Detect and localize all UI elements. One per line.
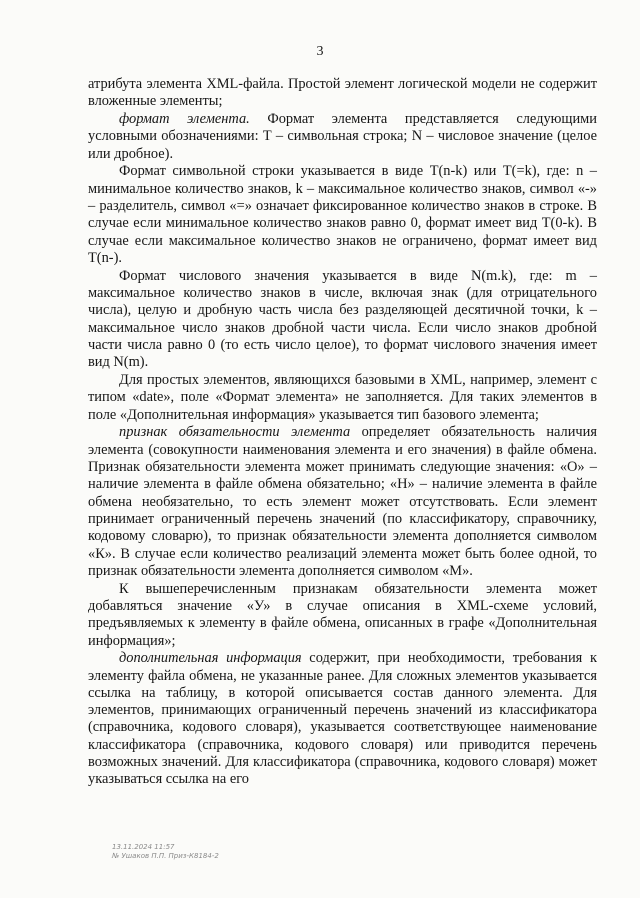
footer-document-id: № Ушаков П.П. Приз-К8184-2 [112,852,219,860]
paragraph-text: атрибута элемента XML-файла. Простой элемент логической модели не содержит вложенные элементы; [88,76,597,110]
body-text [88,76,597,789]
page-number: 3 [316,44,324,59]
paragraph-term: формат элемента. [119,111,250,128]
paragraph-term: дополнительная информация [119,650,302,667]
paragraph [88,111,597,163]
paragraph [88,163,597,267]
footer-timestamp: 13.11.2024 11:57 [112,843,175,851]
paragraph [88,650,597,788]
paragraph-text: Формат числового значения указывается в виде N(m.k), где: m – максимальное количество знаков в числе, включая знак (для отрицательного числа), целую и дробную часть числа без разделяющей десятичной точки, k – максимальное число знаков дробной части числа. Если число знаков дробной части числа равно 0 (то есть число целое), то формат числового значения имеет вид N(m). [88,267,597,371]
paragraph-text: содержит, при необходимости, требования к элементу файла обмена, не указанные ранее. Для сложных элементов указывается ссылка на таблицу, в которой описывается состав данного элемента. Для элементов, принимающих ограниченный перечень значений из классификатора (справочника, кодового словаря), указывается соответствующее наименование классификатора (справочника, кодового словаря) или приводится перечень возможных значений. Для классификатора (справочника, кодового словаря) может указываться ссылка на его [88,650,597,788]
paragraph [88,268,597,372]
paragraph-text: Формат элемента представляется следующими условными обозначениями: Т – символьная строка; N – числовое значение (целое или дробное). [88,111,597,162]
paragraph-term: признак обязательности элемента [119,424,351,441]
paragraph [88,76,597,111]
paragraph [88,581,597,650]
paragraph-text: определяет обязательность наличия элемента (совокупности наименования элемента и его значения) в файле обмена. Признак обязательности элемента может принимать следующие значения: «О» – наличие элемента в файле обмена обязательно; «Н» – наличие элемента в файле обмена необязательно, то есть элемент может отсутствовать. Если элемент принимает ограниченный перечень значений (по классификатору, справочнику, кодовому словарю), то признак обязательности элемента дополняется символом «К». В случае если количество реализаций элемента может быть более одной, то признак обязательности элемента дополняется символом «М». [88,424,597,579]
footer-stamp [112,843,219,861]
paragraph-text: Для простых элементов, являющихся базовыми в XML, например, элемент с типом «date», поле «Формат элемента» не заполняется. Для таких элементов в поле «Дополнительная информация» указывается тип базового элемента; [88,372,597,423]
paragraph [88,372,597,424]
paragraph [88,424,597,580]
paragraph-text: Формат символьной строки указывается в виде Т(n-k) или Т(=k), где: n – минимальное количество знаков, k – максимальное количество знаков, символ «-» – разделитель, символ «=» означает фиксированное количество знаков в строке. В случае если минимальное количество знаков равно 0, формат имеет вид Т(0-k). В случае если максимальное количество знаков не ограничено, формат имеет вид Т(n-). [88,163,597,266]
paragraph-text: К вышеперечисленным признакам обязательности элемента может добавляться значение «У» в случае описания в XML-схеме условий, предъявляемых к элементу в файле обмена, описанных в графе «Дополнительная информация»; [88,580,597,649]
